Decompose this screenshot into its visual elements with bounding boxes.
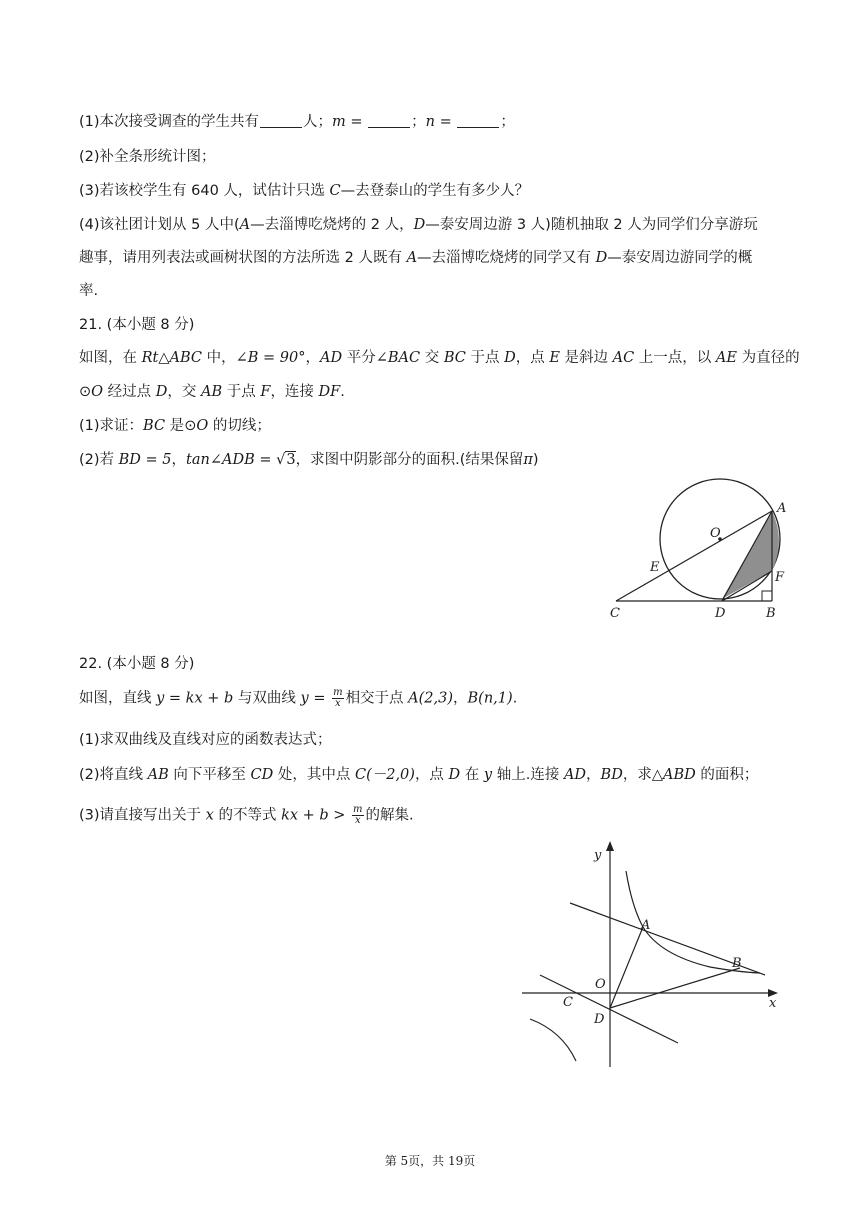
- answer-blank[interactable]: [457, 113, 499, 128]
- label-f: F: [775, 570, 785, 585]
- y-axis-arrow: [606, 841, 614, 851]
- label-e: E: [650, 560, 660, 575]
- shaded-segment: [772, 511, 779, 571]
- q22-part3: (3)请直接写出关于 x 的不等式 kx + b > $\frac{m}{x}$ 的解集.: [79, 804, 414, 826]
- q20-part2: (2)补全条形统计图；: [79, 149, 216, 165]
- fraction-m-over-x: $\frac{m}{x}$: [333, 687, 343, 709]
- label-c: C: [610, 606, 620, 621]
- label-o: O: [595, 977, 606, 992]
- q21-stem-line1: 如图，在 Rt△ABC 中，∠B = 90°，AD 平分∠BAC 交 BC 于点 D，点 E 是斜边 AC 上一点，以 AE 为直径的: [79, 350, 800, 366]
- hyperbola-branch-2: [530, 1019, 576, 1061]
- right-angle-mark: [762, 591, 772, 601]
- q21-stem-line2: ⊙O 经过点 D，交 AB 于点 F，连接 DF.: [79, 384, 345, 400]
- segment-bd: [610, 968, 740, 1008]
- answer-blank[interactable]: [260, 113, 302, 128]
- q22-header: 22. (本小题 8 分): [79, 656, 195, 672]
- label-d: D: [594, 1012, 605, 1027]
- label-b: B: [766, 606, 776, 621]
- label-x: x: [769, 996, 777, 1011]
- answer-blank[interactable]: [368, 113, 410, 128]
- label-d: D: [715, 606, 726, 621]
- line-cd: [540, 975, 678, 1043]
- label-a: A: [641, 918, 651, 933]
- q20-part1: (1)本次接受调查的学生共有 人；m = ；n = ；: [79, 114, 515, 130]
- fraction-m-over-x: $\frac{m}{x}$: [353, 804, 363, 826]
- q21-part2: (2)若 BD = 5，tan∠ADB = √3，求图中阴影部分的面积.(结果保留π): [79, 452, 539, 468]
- q21-geometry-figure: [600, 475, 800, 625]
- q20-part4-line1: (4)该社团计划从 5 人中(A—去淄博吃烧烤的 2 人，D—泰安周边游 3 人)随机抽取 2 人为同学们分享游玩: [79, 217, 758, 233]
- q20-part4-line2: 趣事，请用列表法或画树状图的方法所选 2 人既有 A—去淄博吃烧烤的同学又有 D—泰安周边游同学的概: [79, 250, 753, 266]
- q22-coordinate-figure: [510, 835, 790, 1075]
- segment-ad: [610, 927, 643, 1008]
- label-a: A: [777, 501, 787, 516]
- label-b: B: [732, 956, 742, 971]
- q22-stem: 如图，直线 y = kx + b 与双曲线 y = $\frac{m}{x}$ 相交于点 A(2,3)，B(n,1).: [79, 687, 518, 709]
- q20-part3: (3)若该校学生有 640 人，试估计只选 C—去登泰山的学生有多少人？: [79, 183, 530, 199]
- q22-part1: (1)求双曲线及直线对应的函数表达式；: [79, 732, 332, 748]
- label-o: O: [710, 526, 721, 541]
- label-y: y: [594, 848, 602, 863]
- q21-part1: (1)求证：BC 是⊙O 的切线；: [79, 418, 271, 434]
- page-footer: 第 5页，共 19页: [384, 1154, 476, 1168]
- q22-part2: (2)将直线 AB 向下平移至 CD 处，其中点 C(－2,0)，点 D 在 y 轴上.连接 AD，BD，求△ABD 的面积；: [79, 767, 759, 783]
- label-c: C: [563, 995, 573, 1010]
- q21-header: 21. (本小题 8 分): [79, 317, 195, 333]
- q20-part4-line3: 率.: [79, 283, 99, 299]
